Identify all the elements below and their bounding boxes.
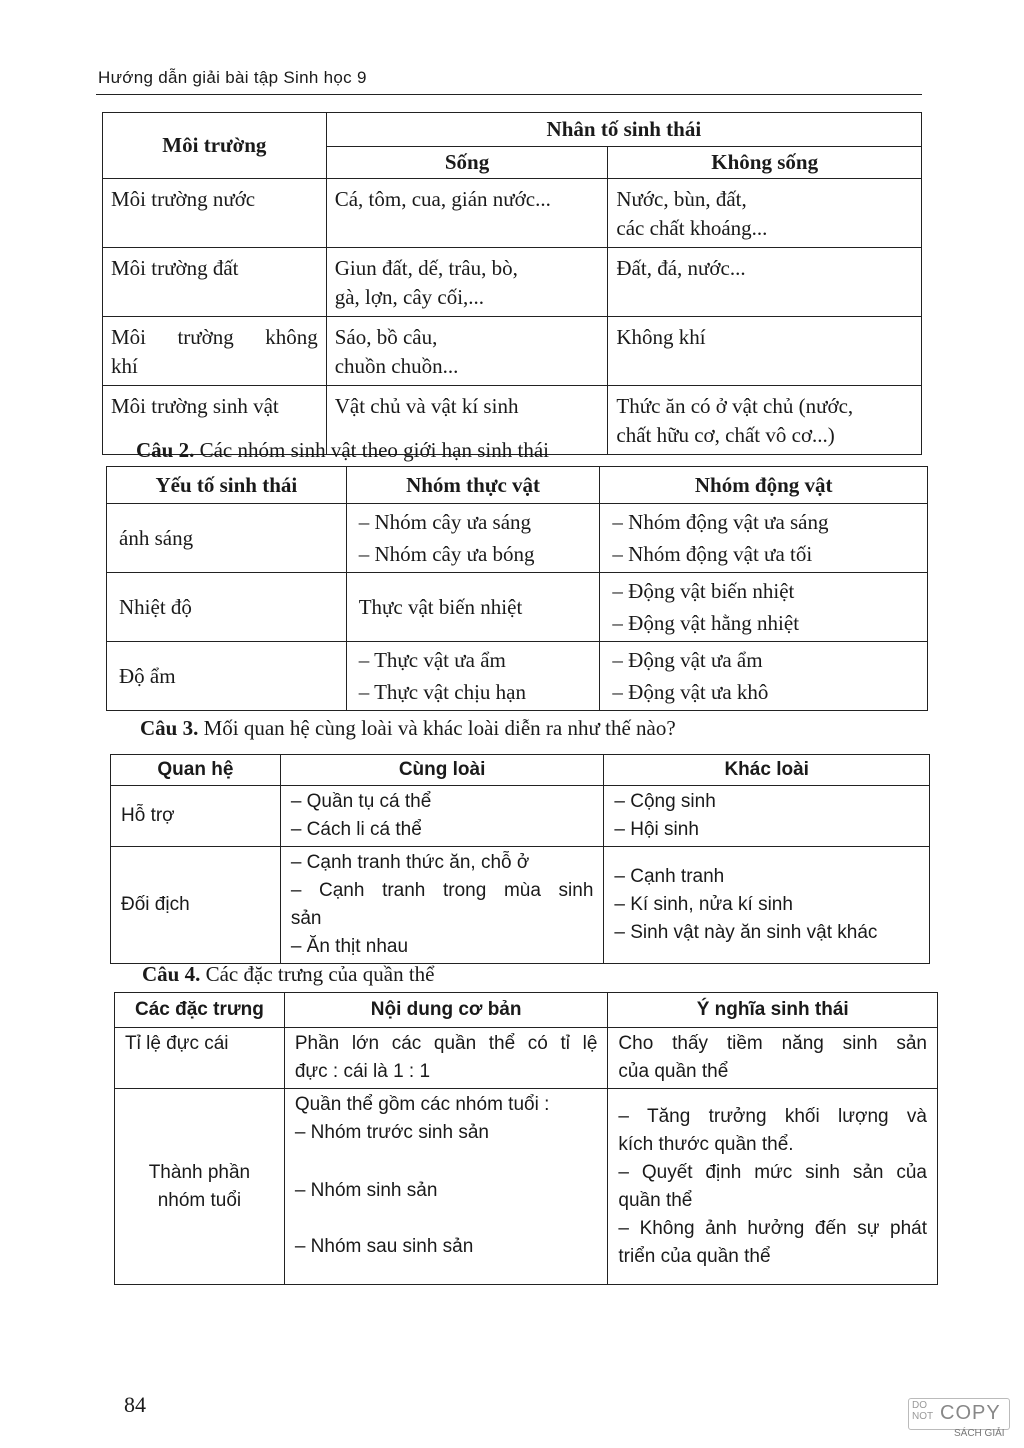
factor-cell: Độ ẩm (107, 642, 347, 711)
header-content: Nội dung cơ bản (284, 993, 608, 1028)
header-plants: Nhóm thực vật (346, 467, 600, 504)
header-environment: Môi trường (103, 113, 327, 179)
question-4-heading: Câu 4. Các đặc trưng của quần thể (142, 962, 435, 986)
relationship-cell: Đối địch (111, 847, 281, 964)
watermark-copy: COPY (940, 1402, 1001, 1424)
animals-cell: – Động vật biến nhiệt – Động vật hằng nhiệt (600, 573, 928, 642)
factor-cell: Nhiệt độ (107, 573, 347, 642)
animals-cell: – Nhóm động vật ưa sáng – Nhóm động vật ưa tối (600, 504, 928, 573)
watermark-brand: SÁCH GIẢI (954, 1428, 1005, 1439)
plants-cell: Thực vật biến nhiệt (346, 573, 600, 642)
header-animals: Nhóm động vật (600, 467, 928, 504)
table-row (103, 248, 922, 317)
env-cell: Môi trường đất (103, 248, 327, 317)
plants-cell: – Thực vật ưa ẩm – Thực vật chịu hạn (346, 642, 600, 711)
other-species-cell: – Cộng sinh – Hội sinh (604, 786, 930, 847)
question-3-heading: Câu 3. Mối quan hệ cùng loài và khác loài diễn ra như thế nào? (140, 716, 676, 740)
header-same-species: Cùng loài (280, 755, 604, 786)
ecological-limits-table (106, 466, 928, 711)
header-meaning: Ý nghĩa sinh thái (608, 993, 938, 1028)
env-cell: Môi trường sinh vật (103, 386, 327, 455)
factor-cell: ánh sáng (107, 504, 347, 573)
table-row (115, 1089, 938, 1285)
page-number: 84 (124, 1392, 146, 1417)
plants-cell: – Nhóm cây ưa sáng – Nhóm cây ưa bóng (346, 504, 600, 573)
nonliving-cell: Nước, bùn, đất, các chất khoáng... (608, 179, 922, 248)
living-cell: Sáo, bồ câu, chuồn chuồn... (326, 317, 608, 386)
running-header: Hướng dẫn giải bài tập Sinh học 9 (98, 68, 367, 87)
content-cell: Quần thể gồm các nhóm tuổi : – Nhóm trước sinh sản – Nhóm sinh sản – Nhóm sau sinh sản (284, 1089, 608, 1285)
animals-cell: – Động vật ưa ẩm – Động vật ưa khô (600, 642, 928, 711)
table-row (107, 642, 928, 711)
question-2-heading: Câu 2. Các nhóm sinh vật theo giới hạn sinh thái (136, 438, 550, 462)
nonliving-cell: Thức ăn có ở vật chủ (nước, chất hữu cơ, chất vô cơ...) (608, 386, 922, 455)
population-characteristics-table (114, 992, 938, 1285)
header-relationship: Quan hệ (111, 755, 281, 786)
table-row (107, 504, 928, 573)
table-row (111, 786, 930, 847)
header-factor: Yếu tố sinh thái (107, 467, 347, 504)
ecological-factors-table (102, 112, 922, 455)
table-row (103, 317, 922, 386)
table-row (115, 1028, 938, 1089)
env-cell: Môi trường nước (103, 179, 327, 248)
table-row (107, 573, 928, 642)
relationship-cell: Hỗ trợ (111, 786, 281, 847)
characteristic-cell: Thành phần nhóm tuổi (115, 1089, 285, 1285)
other-species-cell: – Cạnh tranh – Kí sinh, nửa kí sinh – Sinh vật này ăn sinh vật khác (604, 847, 930, 964)
table-row (103, 179, 922, 248)
header-ecological-factor: Nhân tố sinh thái (326, 113, 921, 147)
same-species-cell: – Quần tụ cá thể – Cách li cá thể (280, 786, 604, 847)
living-cell: Giun đất, dế, trâu, bò, gà, lợn, cây cối,... (326, 248, 608, 317)
header-other-species: Khác loài (604, 755, 930, 786)
header-living: Sống (326, 147, 608, 179)
content-cell: Phần lớn các quần thể có tỉ lệ đực : cái là 1 : 1 (284, 1028, 608, 1089)
header-characteristic: Các đặc trưng (115, 993, 285, 1028)
watermark-do-not: DO NOT (912, 1400, 934, 1422)
meaning-cell: Cho thấy tiềm năng sinh sản của quần thể (608, 1028, 938, 1089)
same-species-cell: – Cạnh tranh thức ăn, chỗ ở – Cạnh tranh trong mùa sinh sản – Ăn thịt nhau (280, 847, 604, 964)
header-nonliving: Không sống (608, 147, 922, 179)
table-row (111, 847, 930, 964)
characteristic-cell: Tỉ lệ đực cái (115, 1028, 285, 1089)
living-cell: Vật chủ và vật kí sinh (326, 386, 608, 455)
relationships-table (110, 754, 930, 964)
header-rule (96, 94, 922, 95)
watermark-logo (908, 1398, 1012, 1442)
env-cell: Môi trường không khí (103, 317, 327, 386)
meaning-cell: – Tăng trưởng khối lượng và kích thước quần thể. – Quyết định mức sinh sản của quần thể – Không ảnh hưởng đến sự phát triển của quần thể (608, 1089, 938, 1285)
nonliving-cell: Không khí (608, 317, 922, 386)
nonliving-cell: Đất, đá, nước... (608, 248, 922, 317)
living-cell: Cá, tôm, cua, gián nước... (326, 179, 608, 248)
